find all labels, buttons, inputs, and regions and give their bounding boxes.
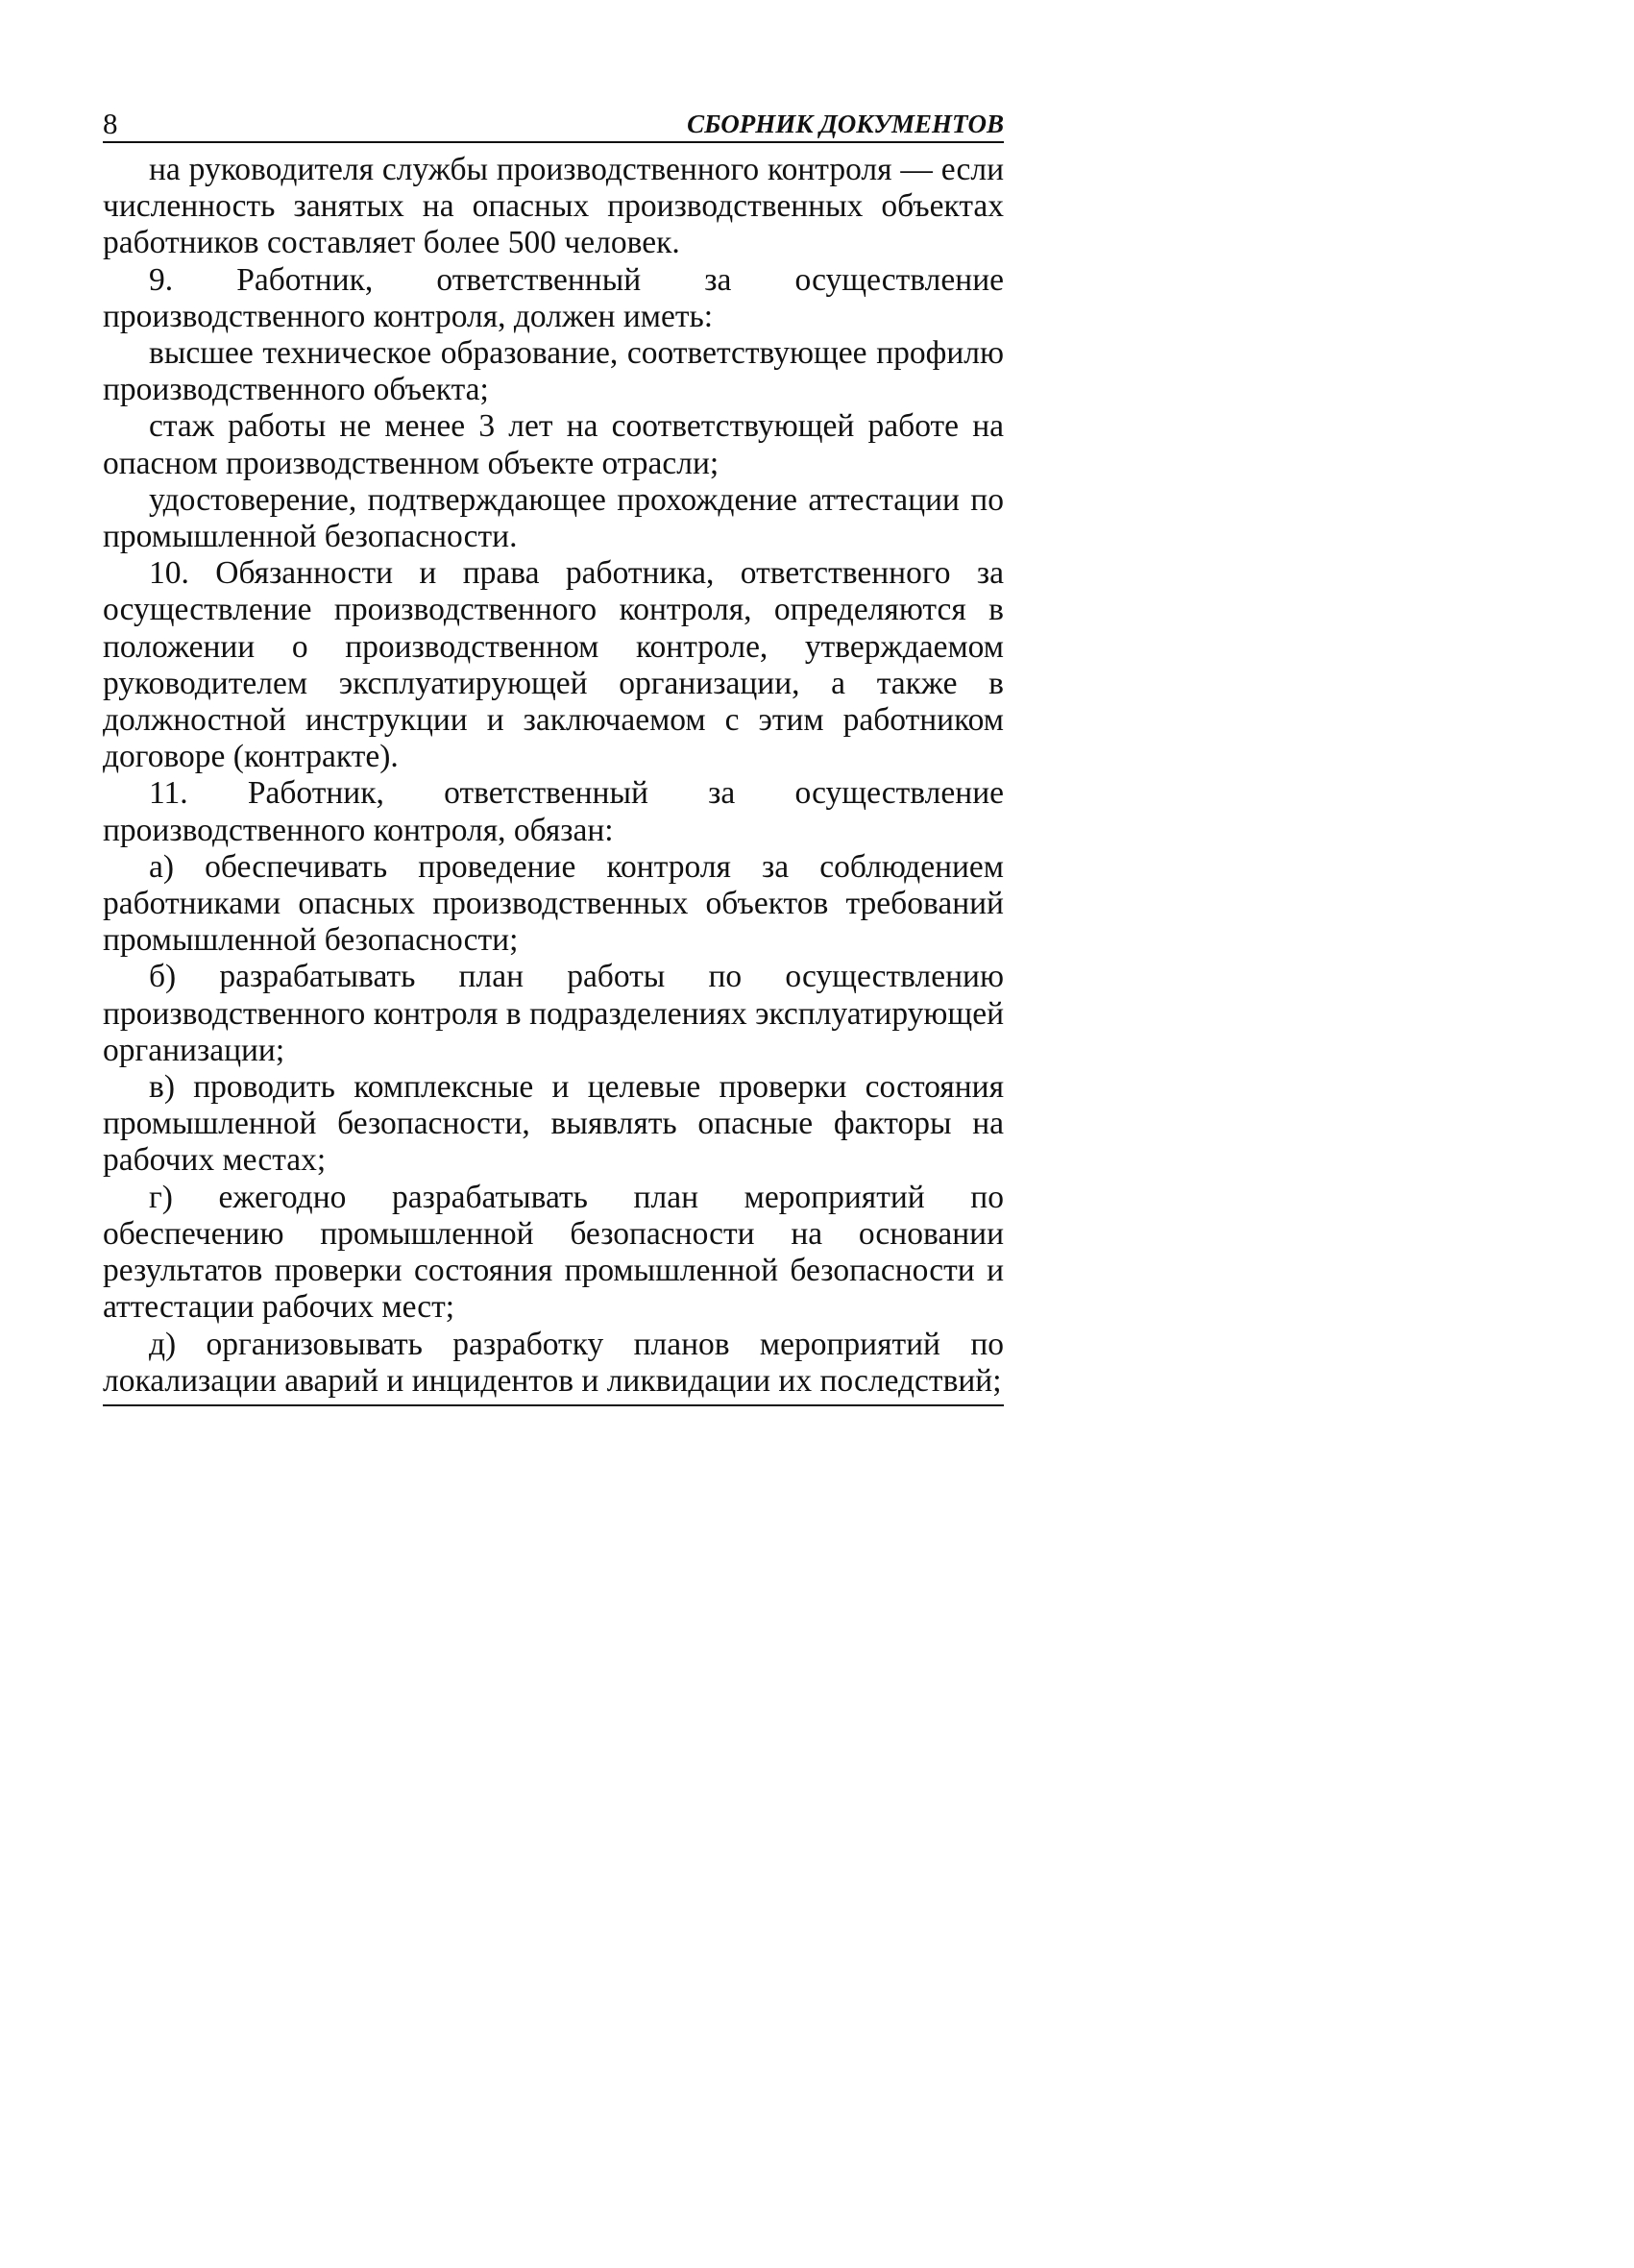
paragraph: удостоверение, подтверждающее прохождение аттестации по промышленной безопасности. — [103, 481, 1004, 555]
running-title: СБОРНИК ДОКУМЕНТОВ — [687, 110, 1004, 138]
paragraph: на руководителя службы производственного контроля — если численность занятых на опасных производственных объектах работников составляет более 500 человек. — [103, 152, 1004, 261]
paragraph: д) организовывать разработку планов мероприятий по локализации аварий и инцидентов и ликвидации их последствий; — [103, 1326, 1004, 1399]
paragraph: б) разрабатывать план работы по осуществлению производственного контроля в подразделениях эксплуатирующей организации; — [103, 959, 1004, 1068]
paragraph: стаж работы не менее 3 лет на соответствующей работе на опасном производственном объекте отрасли; — [103, 408, 1004, 481]
footer-rule — [103, 1404, 1004, 1406]
paragraph: 9. Работник, ответственный за осуществление производственного контроля, должен иметь: — [103, 261, 1004, 334]
paragraph: 10. Обязанности и права работника, ответственного за осуществление производственного контроля, определяются в положении о производственном контроле, утверждаемом руководителем эксплуатирующей организации, а также в должностной инструкции и заключаемом с этим работником договоре (контракте). — [103, 555, 1004, 775]
page-header — [103, 107, 1004, 143]
paragraph: г) ежегодно разрабатывать план мероприятий по обеспечению промышленной безопасности на основании результатов проверки состояния промышленной безопасности и аттестации рабочих мест; — [103, 1179, 1004, 1326]
page-number: 8 — [103, 107, 118, 140]
paragraph: высшее техническое образование, соответствующее профилю производственного объекта; — [103, 335, 1004, 408]
document-body — [103, 152, 1004, 1400]
paragraph: 11. Работник, ответственный за осуществление производственного контроля, обязан: — [103, 775, 1004, 848]
paragraph: а) обеспечивать проведение контроля за соблюдением работниками опасных производственных объектов требований промышленной безопасности; — [103, 848, 1004, 959]
paragraph: в) проводить комплексные и целевые проверки состояния промышленной безопасности, выявлять опасные факторы на рабочих местах; — [103, 1069, 1004, 1179]
